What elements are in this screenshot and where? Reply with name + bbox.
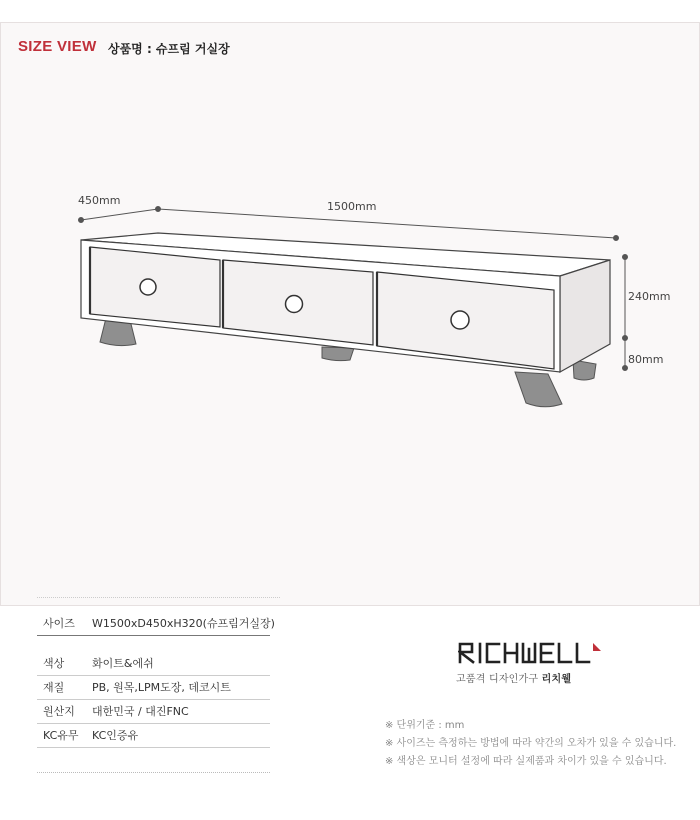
leg-height-label: 80mm	[628, 353, 664, 366]
note-color-difference: ※ 색상은 모니터 설정에 따라 실제품과 차이가 있을 수 있습니다.	[385, 756, 667, 767]
note-size-tolerance: ※ 사이즈는 측정하는 방법에 따라 약간의 오차가 있을 수 있습니다.	[385, 738, 677, 749]
spec-row-material	[37, 676, 270, 700]
spec-row-size	[37, 612, 275, 636]
spec-table-bottom-line	[37, 772, 270, 773]
note-unit: ※ 단위기준 : mm	[385, 720, 465, 731]
product-name: 상품명 : 슈프림 거실장	[108, 42, 230, 56]
spec-value: W1500xD450xH320(슈프림거실장)	[92, 617, 275, 630]
spec-label: 재질	[43, 681, 65, 694]
spec-label: 원산지	[43, 705, 75, 718]
tagline-text: 고품격 디자인가구	[456, 674, 539, 685]
richwell-logo	[458, 641, 603, 665]
spec-table	[37, 612, 275, 748]
height-label: 240mm	[628, 290, 671, 303]
spec-label: 사이즈	[43, 617, 75, 630]
spec-value: 대한민국 / 대진FNC	[92, 705, 189, 718]
spec-value: PB, 원목,LPM도장, 데코시트	[92, 681, 231, 694]
spec-row-color	[37, 652, 270, 676]
tagline-brand: 리치웰	[541, 674, 572, 685]
spec-value: KC인증유	[92, 729, 139, 742]
section-title: SIZE VIEW	[18, 38, 97, 55]
side-panel	[560, 260, 610, 372]
brand-tagline	[456, 670, 571, 685]
depth-label: 450mm	[78, 194, 121, 207]
spec-label: KC유무	[43, 729, 79, 742]
spec-row-kc	[37, 724, 270, 748]
divider	[37, 597, 280, 598]
width-label: 1500mm	[327, 200, 377, 213]
spec-row-origin	[37, 700, 270, 724]
spec-label: 색상	[43, 657, 65, 670]
notes	[385, 717, 676, 771]
spec-value: 화이트&에쉬	[92, 657, 154, 670]
